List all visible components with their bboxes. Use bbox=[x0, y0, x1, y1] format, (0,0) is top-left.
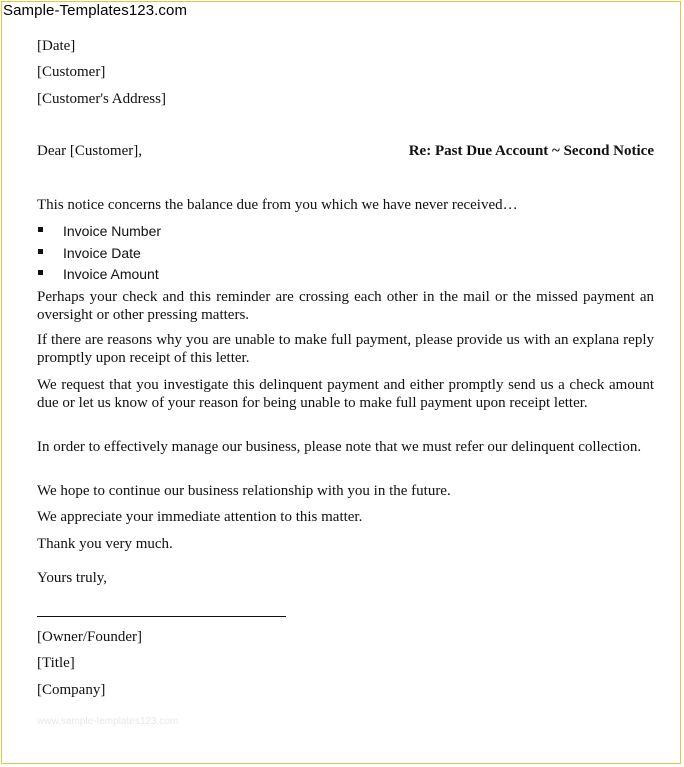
bullet-invoice-number: Invoice Number bbox=[63, 223, 162, 239]
bullet-icon bbox=[38, 249, 43, 254]
signer-role: [Owner/Founder] bbox=[37, 629, 142, 645]
bullet-icon bbox=[38, 227, 43, 232]
customer-address-placeholder: [Customer's Address] bbox=[37, 91, 166, 107]
paragraph-thanks: Thank you very much. bbox=[37, 536, 173, 552]
date-placeholder: [Date] bbox=[37, 38, 76, 54]
paragraph-collection: In order to effectively manage our business, please note that we must refer our delinquent collection. bbox=[37, 439, 642, 455]
customer-placeholder: [Customer] bbox=[37, 64, 106, 80]
signer-title: [Title] bbox=[37, 655, 75, 671]
paragraph-crossing: Perhaps your check and this reminder are crossing each other in the mail or the missed payment an oversight or other pressing matters. bbox=[37, 289, 654, 323]
paragraph-attention: We appreciate your immediate attention to this matter. bbox=[37, 509, 363, 525]
site-watermark: Sample-Templates123.com bbox=[3, 2, 188, 19]
footer-watermark: www.sample-templates123.com bbox=[37, 716, 179, 727]
bullet-icon bbox=[38, 270, 43, 275]
bullet-invoice-date: Invoice Date bbox=[63, 245, 141, 261]
signature-line bbox=[37, 616, 286, 617]
intro-text: This notice concerns the balance due from you which we have never received… bbox=[37, 197, 518, 213]
paragraph-request: We request that you investigate this delinquent payment and either promptly send us a check amount due or let us know of your reason for being unable to make full payment upon receipt letter. bbox=[37, 377, 654, 411]
closing: Yours truly, bbox=[37, 570, 108, 586]
subject-line: Re: Past Due Account ~ Second Notice bbox=[408, 143, 654, 159]
paragraph-reasons: If there are reasons why you are unable to make full payment, please provide us with an explana reply promptly upon receipt of this letter. bbox=[37, 332, 654, 366]
greeting: Dear [Customer], bbox=[37, 143, 142, 159]
paragraph-relationship: We hope to continue our business relationship with you in the future. bbox=[37, 483, 451, 499]
bullet-invoice-amount: Invoice Amount bbox=[63, 266, 159, 282]
signer-company: [Company] bbox=[37, 682, 106, 698]
